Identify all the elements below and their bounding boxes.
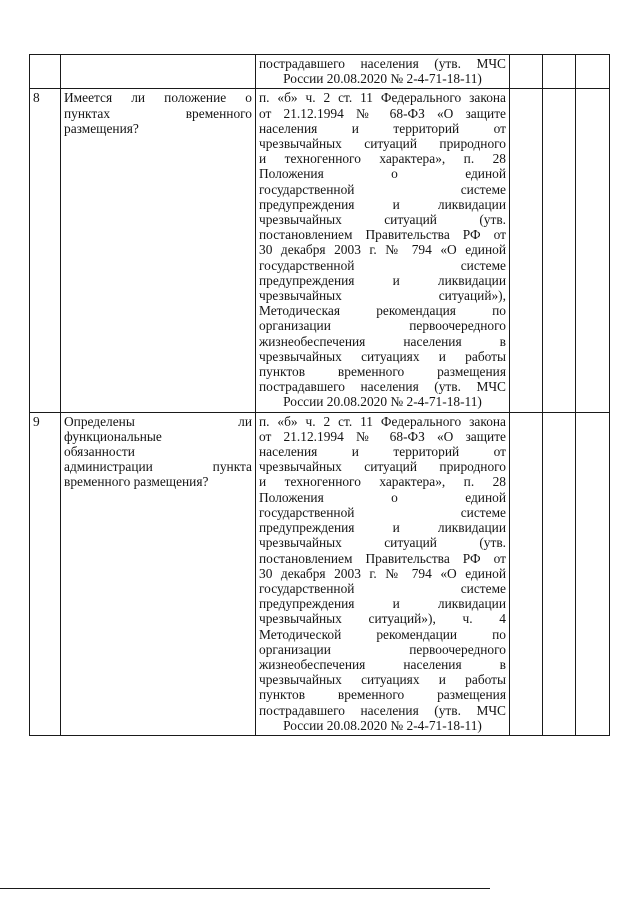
reference-line: чрезвычайных ситуаций (утв. xyxy=(259,212,506,228)
reference-line: предупреждения и ликвидации xyxy=(259,596,506,612)
reference-line: пострадавшего населения (утв. МЧС xyxy=(259,702,506,718)
question-line: администрации пункта xyxy=(64,459,252,475)
reference-line: Методическая рекомендация по xyxy=(259,303,506,319)
answer-cell-3[interactable] xyxy=(576,55,610,89)
reference-line: государственной системе xyxy=(259,181,506,197)
question-cell xyxy=(61,55,256,89)
reference-line: жизнеобеспечения населения в xyxy=(259,656,506,672)
reference-line: Методической рекомендации по xyxy=(259,626,506,642)
reference-line: постановлением Правительства РФ от xyxy=(259,227,506,243)
reference-line: населения и территорий от xyxy=(259,120,506,136)
reference-line: предупреждения и ликвидации xyxy=(259,520,506,536)
reference-line: России 20.08.2020 № 2-4-71-18-11) xyxy=(283,717,482,733)
reference-line: от 21.12.1994 № 68-ФЗ «О защите xyxy=(259,105,506,121)
footer-rule xyxy=(0,888,490,889)
answer-cell-1[interactable] xyxy=(510,89,543,412)
reference-line: постановлением Правительства РФ от xyxy=(259,550,506,566)
reference-line: организации первоочередного xyxy=(259,318,506,334)
reference-line: чрезвычайных ситуаций природного xyxy=(259,459,506,475)
reference-line: жизнеобеспечения населения в xyxy=(259,333,506,349)
reference-line: п. «б» ч. 2 ст. 11 Федерального закона xyxy=(259,90,506,106)
legal-reference-cell xyxy=(256,89,510,412)
checklist-table xyxy=(29,54,610,736)
table-row xyxy=(30,55,610,89)
reference-line: от 21.12.1994 № 68-ФЗ «О защите xyxy=(259,428,506,444)
reference-line: Положения о единой xyxy=(259,166,506,182)
legal-reference-cell xyxy=(256,55,510,89)
question-line: функциональные xyxy=(64,428,162,444)
row-number: 9 xyxy=(30,412,61,735)
reference-line: пунктов временного размещения xyxy=(259,687,506,703)
row-number xyxy=(30,55,61,89)
reference-line: и техногенного характера», п. 28 xyxy=(259,151,506,167)
reference-line: 30 декабря 2003 г. № 794 «О единой xyxy=(259,565,506,581)
reference-line: государственной системе xyxy=(259,504,506,520)
table-row xyxy=(30,412,610,735)
table-row xyxy=(30,89,610,412)
reference-line: предупреждения и ликвидации xyxy=(259,272,506,288)
reference-line: предупреждения и ликвидации xyxy=(259,196,506,212)
question-line: пунктах временного xyxy=(64,105,252,121)
answer-cell-2[interactable] xyxy=(543,89,576,412)
reference-line: п. «б» ч. 2 ст. 11 Федерального закона xyxy=(259,413,506,429)
reference-line: населения и территорий от xyxy=(259,444,506,460)
answer-cell-2[interactable] xyxy=(543,55,576,89)
legal-reference-cell xyxy=(256,412,510,735)
reference-line: пострадавшего населения (утв. МЧС xyxy=(259,56,506,71)
answer-cell-3[interactable] xyxy=(576,412,610,735)
answer-cell-3[interactable] xyxy=(576,89,610,412)
reference-line: чрезвычайных ситуаций»), ч. 4 xyxy=(259,611,506,627)
question-cell xyxy=(61,412,256,735)
reference-line: организации первоочередного xyxy=(259,641,506,657)
reference-line: чрезвычайных ситуациях и работы xyxy=(259,672,506,688)
reference-line: чрезвычайных ситуаций»), xyxy=(259,288,506,304)
question-line: Определены ли xyxy=(64,413,252,429)
row-number: 8 xyxy=(30,89,61,412)
answer-cell-2[interactable] xyxy=(543,412,576,735)
checklist-rows xyxy=(30,55,610,736)
answer-cell-1[interactable] xyxy=(510,55,543,89)
reference-line: России 20.08.2020 № 2-4-71-18-11) xyxy=(283,71,482,87)
reference-line: 30 декабря 2003 г. № 794 «О единой xyxy=(259,242,506,258)
question-line: размещения? xyxy=(64,120,139,136)
question-line: Имеется ли положение о xyxy=(64,90,252,106)
question-cell xyxy=(61,89,256,412)
reference-line: государственной системе xyxy=(259,580,506,596)
reference-line: Положения о единой xyxy=(259,489,506,505)
reference-line: пострадавшего населения (утв. МЧС xyxy=(259,379,506,395)
reference-line: чрезвычайных ситуаций (утв. xyxy=(259,535,506,551)
reference-line: государственной системе xyxy=(259,257,506,273)
answer-cell-1[interactable] xyxy=(510,412,543,735)
question-line: временного размещения? xyxy=(64,474,209,490)
reference-line: чрезвычайных ситуаций природного xyxy=(259,136,506,152)
reference-line: чрезвычайных ситуациях и работы xyxy=(259,348,506,364)
reference-line: и техногенного характера», п. 28 xyxy=(259,474,506,490)
reference-line: России 20.08.2020 № 2-4-71-18-11) xyxy=(283,394,482,410)
reference-line: пунктов временного размещения xyxy=(259,364,506,380)
question-line: обязанности xyxy=(64,444,135,460)
